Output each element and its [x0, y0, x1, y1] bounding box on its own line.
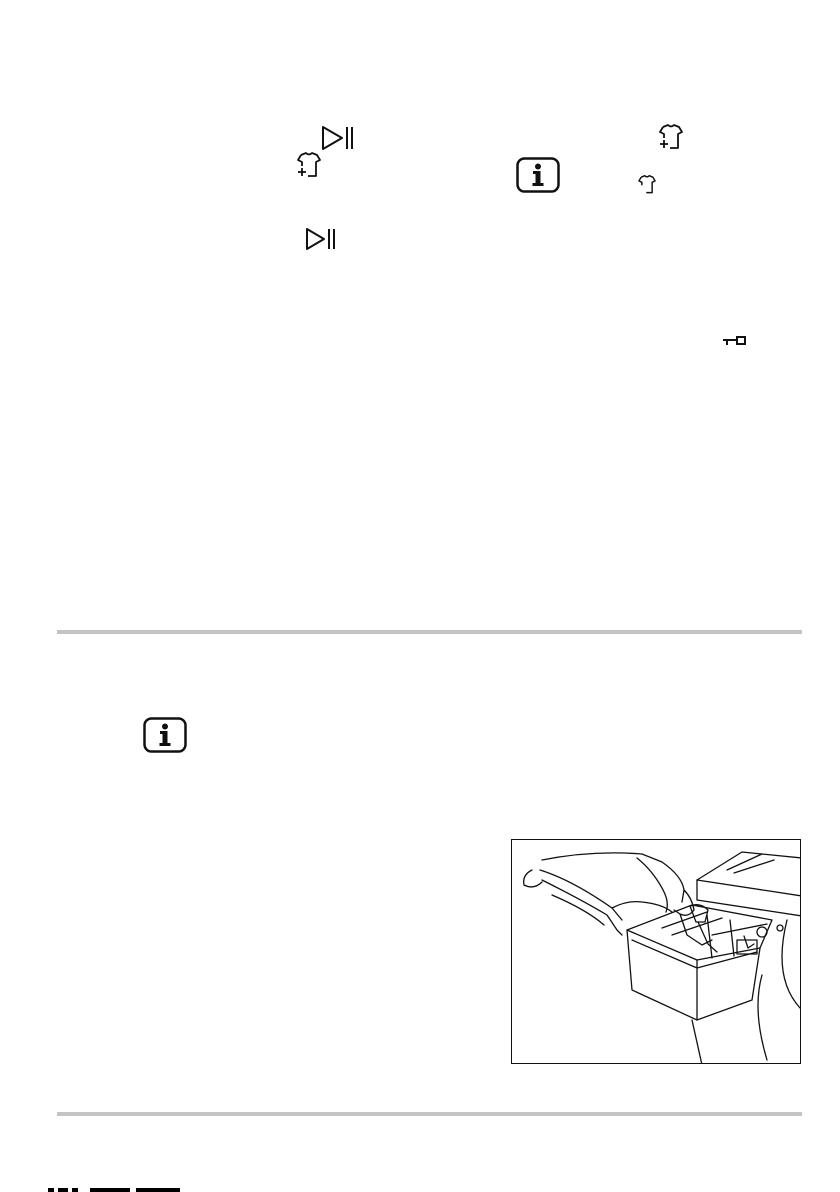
- footer-mark: [90, 1188, 130, 1192]
- section-divider: [57, 1112, 802, 1116]
- extra-rinse-icon: [656, 124, 686, 154]
- footer-mark: [136, 1188, 180, 1192]
- child-lock-key-icon: [722, 336, 748, 350]
- extra-rinse-icon: [294, 152, 324, 182]
- start-pause-icon: [320, 124, 354, 152]
- info-icon: [516, 157, 560, 193]
- start-pause-icon: [304, 227, 336, 251]
- footer-mark: [72, 1188, 78, 1192]
- footer-mark: [48, 1188, 54, 1192]
- section-divider: [57, 630, 802, 634]
- extra-rinse-icon: [636, 175, 658, 197]
- info-icon: [143, 717, 187, 753]
- detergent-dispenser-illustration: [511, 839, 801, 1064]
- footer-mark: [58, 1188, 68, 1192]
